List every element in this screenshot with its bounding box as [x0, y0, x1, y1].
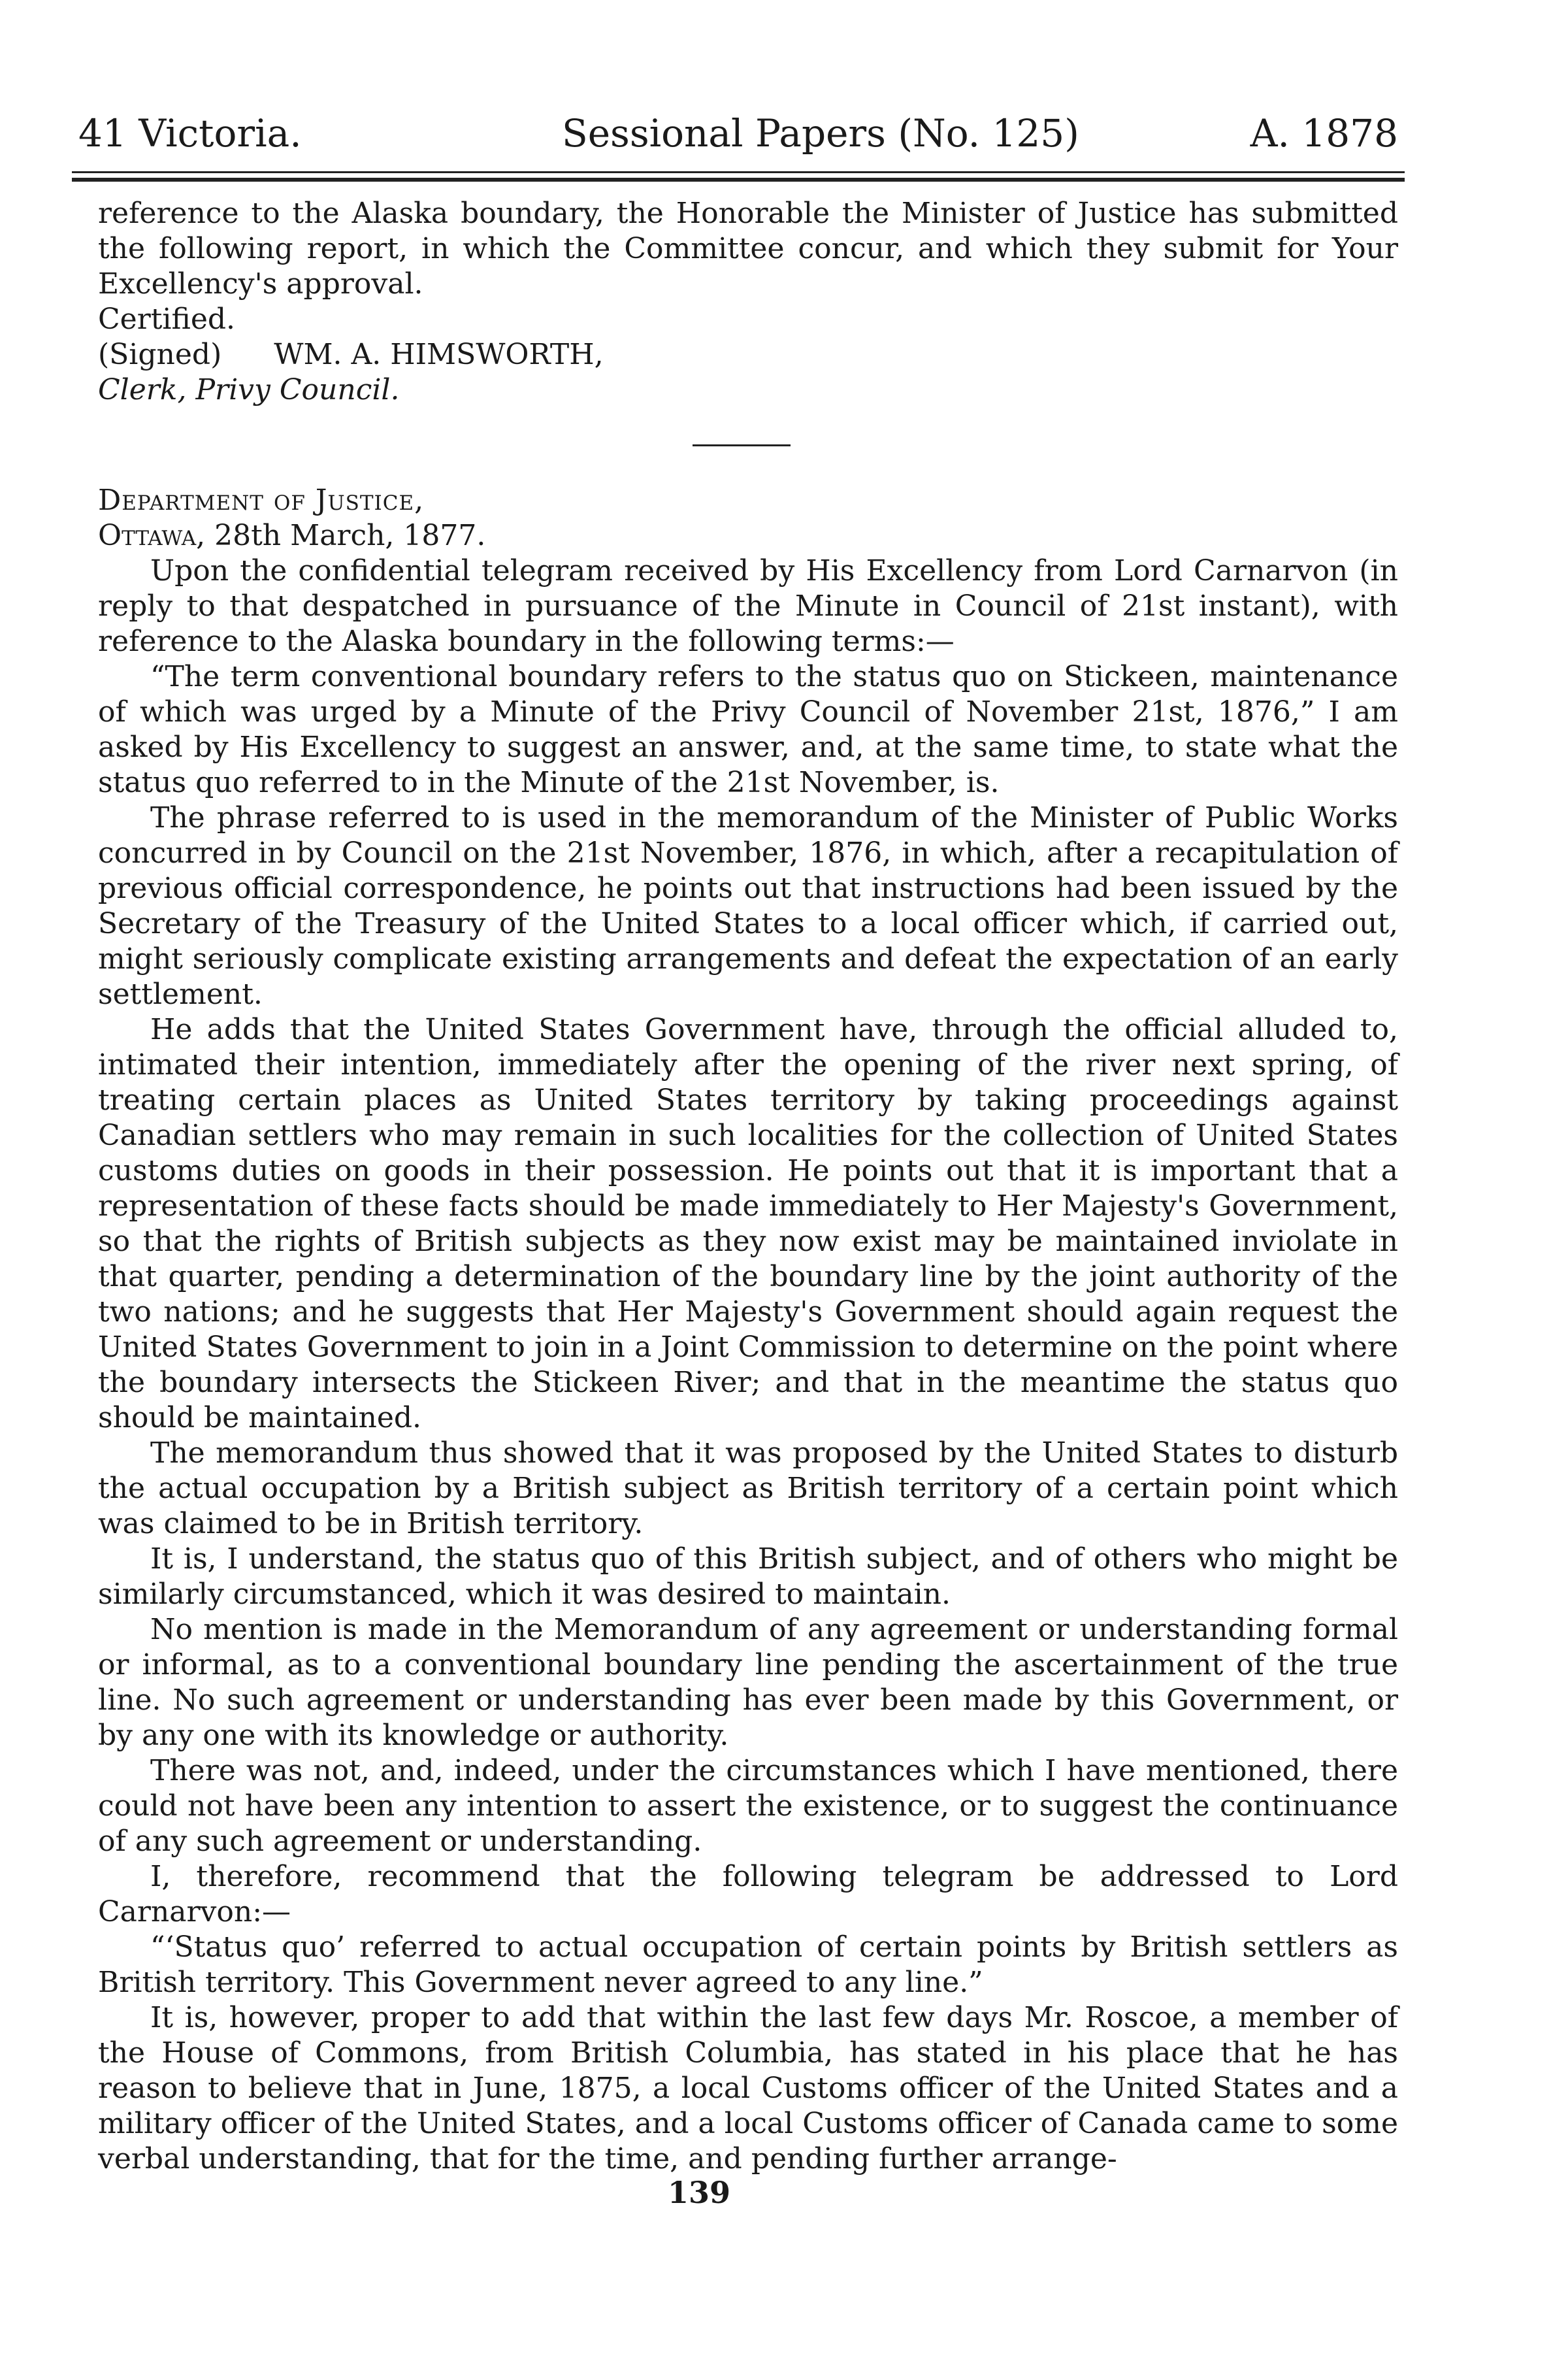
- signer-name: WM. A. HIMSWORTH,: [274, 338, 604, 371]
- body-paragraph: The memorandum thus showed that it was proposed by the United States to disturb the actual occupation by a British subject as British territory of a certain point which was claimed to be in British territory.: [98, 1436, 1398, 1540]
- header-rule-thin: [72, 171, 1405, 173]
- body-paragraph: There was not, and, indeed, under the circumstances which I have mentioned, there could not have been any intention to assert the existence, or to suggest the continuance of any such agreement or understanding.: [98, 1754, 1398, 1858]
- telegram-quote: “‘Status quo’ referred to actual occupation of certain points by British settlers as British territory. This Government never agreed to any line.”: [98, 1930, 1398, 1999]
- header-year: A. 1878: [1250, 111, 1398, 156]
- body-paragraph: The phrase referred to is used in the memorandum of the Minister of Public Works concurred in by Council on the 21st November, 1876, in which, after a recapitulation of previous official correspondence, he points out that instructions had been issued by the Secretary of the Treasury of the United States to a local officer which, if carried out, might seriously complicate existing arrangements and defeat the expectation of an early settlement.: [98, 801, 1398, 1011]
- certified-line: Certified.: [98, 303, 236, 336]
- intro-paragraph: reference to the Alaska boundary, the Honorable the Minister of Justice has submitted the following report, in which the Committee concur, and which they submit for Your Excellency's approval.: [98, 197, 1398, 301]
- page-number: 139: [667, 2175, 731, 2210]
- document-body: [98, 196, 1398, 2177]
- body-paragraph: It is, however, proper to add that within the last few days Mr. Roscoe, a member of the House of Commons, from British Columbia, has stated in his place that he has reason to believe that in June, 1875, a local Customs officer of the United States and a military officer of the United States, and a local Customs officer of Canada came to some verbal understanding, that for the time, and pending further arrange-: [98, 2001, 1398, 2176]
- department-heading: Department of Justice,: [98, 484, 425, 517]
- session-label: 41 Victoria.: [78, 111, 302, 156]
- body-paragraph: It is, I understand, the status quo of this British subject, and of others who might be similarly circumstanced, which it was desired to maintain.: [98, 1542, 1398, 1611]
- body-paragraph: He adds that the United States Government have, through the official alluded to, intimated their intention, immediately after the opening of the river next spring, of treating certain places as United States territory by taking proceedings against Canadian settlers who may remain in such localities for the collection of United States customs duties on goods in their possession. He points out that it is important that a representation of these facts should be made immediately to Her Majesty's Government, so that the rights of British subjects as they now exist may be maintained inviolate in that quarter, pending a determination of the boundary line by the joint authority of the two nations; and he suggests that Her Majesty's Government should again request the United States Government to join in a Joint Commission to determine on the point where the boundary intersects the Stickeen River; and that in the meantime the status quo should be maintained.: [98, 1013, 1398, 1434]
- header-title: Sessional Papers (No. 125): [562, 111, 1079, 156]
- section-separator: [693, 444, 791, 446]
- letter-date: 28th March, 1877.: [214, 519, 486, 552]
- body-paragraph: “The term conventional boundary refers to the status quo on Stickeen, maintenance of which was urged by a Minute of the Privy Council of November 21st, 1876,” I am asked by His Excellency to suggest an answer, and, at the same time, to state what the status quo referred to in the Minute of the 21st November, is.: [98, 660, 1398, 799]
- header-rule-thick: [72, 178, 1405, 182]
- body-paragraph: I, therefore, recommend that the following telegram be addressed to Lord Carnarvon:—: [98, 1860, 1398, 1928]
- signed-label: (Signed): [98, 338, 222, 371]
- body-paragraph: Upon the confidential telegram received by His Excellency from Lord Carnarvon (in reply to that despatched in pursuance of the Minute in Council of 21st instant), with reference to the Alaska boundary in the following terms:—: [98, 554, 1398, 658]
- signer-title: Clerk, Privy Council.: [98, 373, 400, 406]
- place-date-line: [98, 518, 1398, 554]
- page-header: [78, 111, 1398, 163]
- signature-line: [98, 337, 1398, 372]
- body-paragraph: No mention is made in the Memorandum of any agreement or understanding formal or informal, as to a conventional boundary line pending the ascertainment of the true line. No such agreement or understanding has ever been made by this Government, or by any one with its knowledge or authority.: [98, 1613, 1398, 1752]
- place-name: Ottawa,: [98, 519, 206, 552]
